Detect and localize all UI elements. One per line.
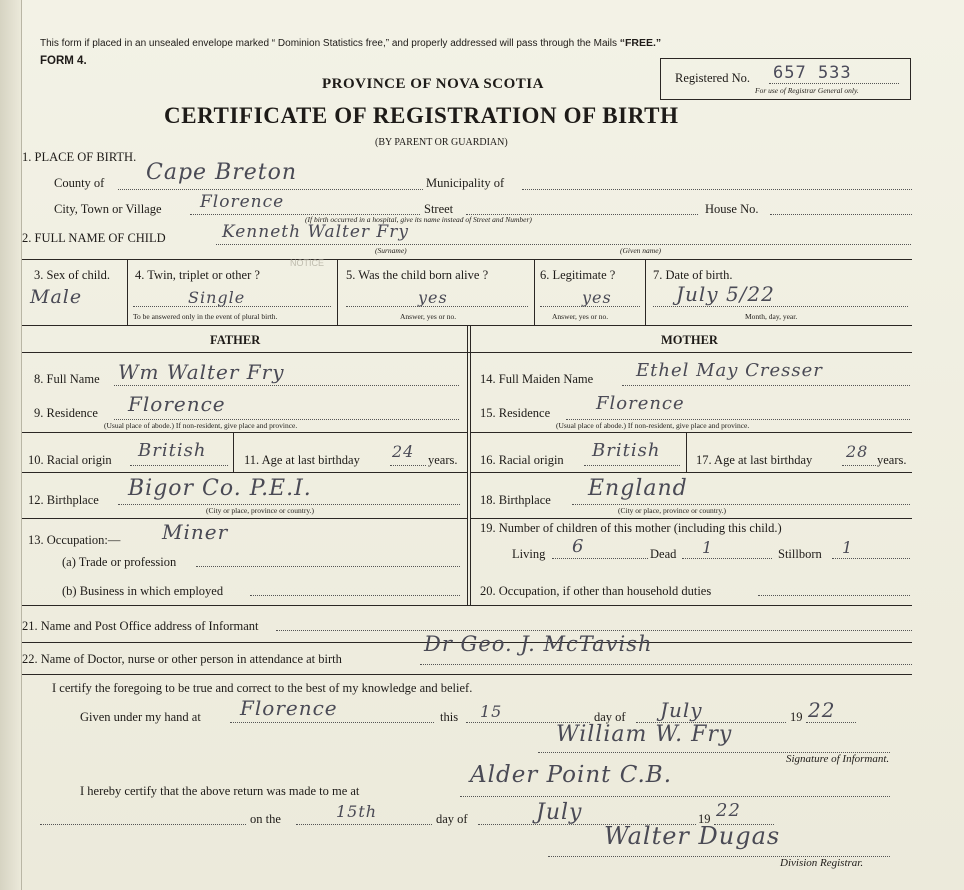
father-occupation-value: Miner bbox=[162, 520, 229, 544]
registration-note: For use of Registrar General only. bbox=[755, 86, 859, 95]
dob-note: Month, day, year. bbox=[745, 312, 798, 321]
child-name-label: 2. FULL NAME OF CHILD bbox=[22, 231, 166, 245]
mother-name-label: 14. Full Maiden Name bbox=[480, 372, 594, 386]
mailing-note bbox=[40, 37, 661, 49]
father-years: years. bbox=[428, 453, 458, 467]
mother-heading: MOTHER bbox=[661, 333, 718, 347]
certificate-title: CERTIFICATE OF REGISTRATION OF BIRTH bbox=[164, 103, 679, 128]
county-label: County of bbox=[54, 176, 105, 190]
mother-occupation-label: 20. Occupation, if other than household duties bbox=[480, 584, 712, 598]
registrar-signature-label: Division Registrar. bbox=[780, 857, 864, 869]
living-label: Living bbox=[512, 547, 546, 561]
born-alive-value: yes bbox=[418, 288, 448, 307]
this-label: this bbox=[440, 710, 459, 724]
registrar-place-value: Alder Point C.B. bbox=[470, 762, 673, 788]
mother-children-label: 19. Number of children of this mother (including this child.) bbox=[480, 521, 782, 535]
stillborn-value: 1 bbox=[842, 538, 854, 557]
registrar-statement: I hereby certify that the above return was made to me at bbox=[80, 784, 360, 798]
informant-signature-label: Signature of Informant. bbox=[786, 753, 890, 765]
county-value: Cape Breton bbox=[146, 160, 298, 185]
dob-value: July 5/22 bbox=[676, 282, 775, 306]
municipality-label: Municipality of bbox=[426, 176, 505, 190]
father-residence-note: (Usual place of abode.) If non-resident, give place and province. bbox=[104, 421, 298, 430]
legitimate-value: yes bbox=[582, 288, 612, 307]
registrar-day-value: 15th bbox=[336, 802, 378, 821]
registrar-month-value: July bbox=[536, 800, 583, 825]
street-note: (If birth occurred in a hospital, give its name instead of Street and Number) bbox=[305, 215, 532, 224]
father-birthplace-label: 12. Birthplace bbox=[28, 493, 99, 507]
registration-box bbox=[660, 58, 911, 100]
mother-residence-label: 15. Residence bbox=[480, 406, 551, 420]
father-occupation-label: 13. Occupation:— bbox=[28, 533, 121, 547]
notice-watermark: NOTICE bbox=[290, 258, 325, 268]
given-day-of-label: day of bbox=[594, 710, 626, 724]
dead-value: 1 bbox=[702, 538, 714, 557]
stillborn-label: Stillborn bbox=[778, 547, 822, 561]
father-racial-label: 10. Racial origin bbox=[28, 453, 112, 467]
twin-note: To be answered only in the event of plural birth. bbox=[133, 312, 278, 321]
father-birthplace-note: (City or place, province or country.) bbox=[206, 506, 315, 515]
certify-statement: I certify the foregoing to be true and correct to the best of my knowledge and belief. bbox=[52, 681, 473, 695]
mother-name-value: Ethel May Cresser bbox=[636, 360, 823, 381]
given-month-value: July bbox=[660, 698, 703, 722]
form-number: FORM 4. bbox=[40, 55, 87, 67]
given-year-value: 22 bbox=[808, 698, 836, 722]
living-value: 6 bbox=[572, 536, 585, 557]
registration-number: 657 533 bbox=[773, 63, 852, 83]
given-name-note: (Given name) bbox=[620, 246, 662, 255]
father-age-label: 11. Age at last birthday bbox=[244, 453, 360, 467]
on-the-label: on the bbox=[250, 812, 281, 826]
mother-racial-label: 16. Racial origin bbox=[480, 453, 564, 467]
mother-years: years. bbox=[877, 453, 907, 467]
attendant-label: 22. Name of Doctor, nurse or other person in attendance at birth bbox=[22, 652, 342, 666]
father-residence-value: Florence bbox=[128, 392, 226, 416]
place-of-birth-heading: 1. PLACE OF BIRTH. bbox=[22, 150, 137, 164]
legitimate-note: Answer, yes or no. bbox=[552, 312, 609, 321]
registration-label: Registered No. bbox=[675, 71, 750, 85]
certificate-subtitle: (BY PARENT OR GUARDIAN) bbox=[375, 137, 508, 148]
child-name-value: Kenneth Walter Fry bbox=[222, 222, 409, 242]
registrar-year-prefix: 19 bbox=[698, 812, 711, 826]
sex-label: 3. Sex of child. bbox=[34, 268, 111, 282]
page-left-edge bbox=[0, 0, 22, 890]
father-name-label: 8. Full Name bbox=[34, 372, 100, 386]
father-residence-label: 9. Residence bbox=[34, 406, 98, 420]
father-business-label: (b) Business in which employed bbox=[62, 584, 224, 598]
mother-residence-value: Florence bbox=[596, 393, 685, 414]
city-label: City, Town or Village bbox=[54, 202, 162, 216]
father-age-value: 24 bbox=[392, 442, 415, 461]
attendant-value: Dr Geo. J. McTavish bbox=[424, 632, 653, 656]
informant-label: 21. Name and Post Office address of Informant bbox=[22, 619, 259, 633]
house-label: House No. bbox=[705, 202, 759, 216]
sex-value: Male bbox=[30, 286, 83, 308]
mailing-note-text: This form if placed in an unsealed envelope marked “ Dominion Statistics free,” and properly addressed will pass through the Mails bbox=[40, 38, 617, 49]
dob-label: 7. Date of birth. bbox=[653, 268, 733, 282]
dead-label: Dead bbox=[650, 547, 677, 561]
mother-age-label: 17. Age at last birthday bbox=[696, 453, 813, 467]
father-heading: FATHER bbox=[210, 333, 261, 347]
informant-signature: William W. Fry bbox=[556, 722, 733, 747]
street-label: Street bbox=[424, 202, 454, 216]
father-name-value: Wm Walter Fry bbox=[118, 360, 285, 384]
father-racial-value: British bbox=[138, 440, 207, 461]
father-birthplace-value: Bigor Co. P.E.I. bbox=[128, 476, 312, 501]
mother-racial-value: British bbox=[592, 440, 661, 461]
mother-birthplace-note: (City or place, province or country.) bbox=[618, 506, 727, 515]
registrar-day-of-label: day of bbox=[436, 812, 468, 826]
given-under-label: Given under my hand at bbox=[80, 710, 201, 724]
mailing-note-free: “FREE.” bbox=[619, 37, 662, 49]
registrar-signature: Walter Dugas bbox=[604, 822, 781, 850]
surname-note: (Surname) bbox=[375, 246, 407, 255]
given-year-prefix: 19 bbox=[790, 710, 803, 724]
mother-age-value: 28 bbox=[846, 442, 869, 461]
mother-birthplace-label: 18. Birthplace bbox=[480, 493, 551, 507]
legitimate-label: 6. Legitimate ? bbox=[540, 268, 616, 282]
given-place-value: Florence bbox=[240, 696, 338, 720]
born-alive-label: 5. Was the child born alive ? bbox=[346, 268, 489, 282]
city-value: Florence bbox=[200, 192, 285, 212]
twin-value: Single bbox=[188, 288, 246, 307]
registrar-year-value: 22 bbox=[716, 800, 741, 821]
born-alive-note: Answer, yes or no. bbox=[400, 312, 457, 321]
mother-residence-note: (Usual place of abode.) If non-resident, give place and province. bbox=[556, 421, 750, 430]
province-heading: PROVINCE OF NOVA SCOTIA bbox=[322, 76, 544, 92]
twin-label: 4. Twin, triplet or other ? bbox=[135, 268, 260, 282]
mother-birthplace-value: England bbox=[588, 476, 688, 501]
father-trade-label: (a) Trade or profession bbox=[62, 555, 177, 569]
given-day-value: 15 bbox=[480, 702, 503, 721]
